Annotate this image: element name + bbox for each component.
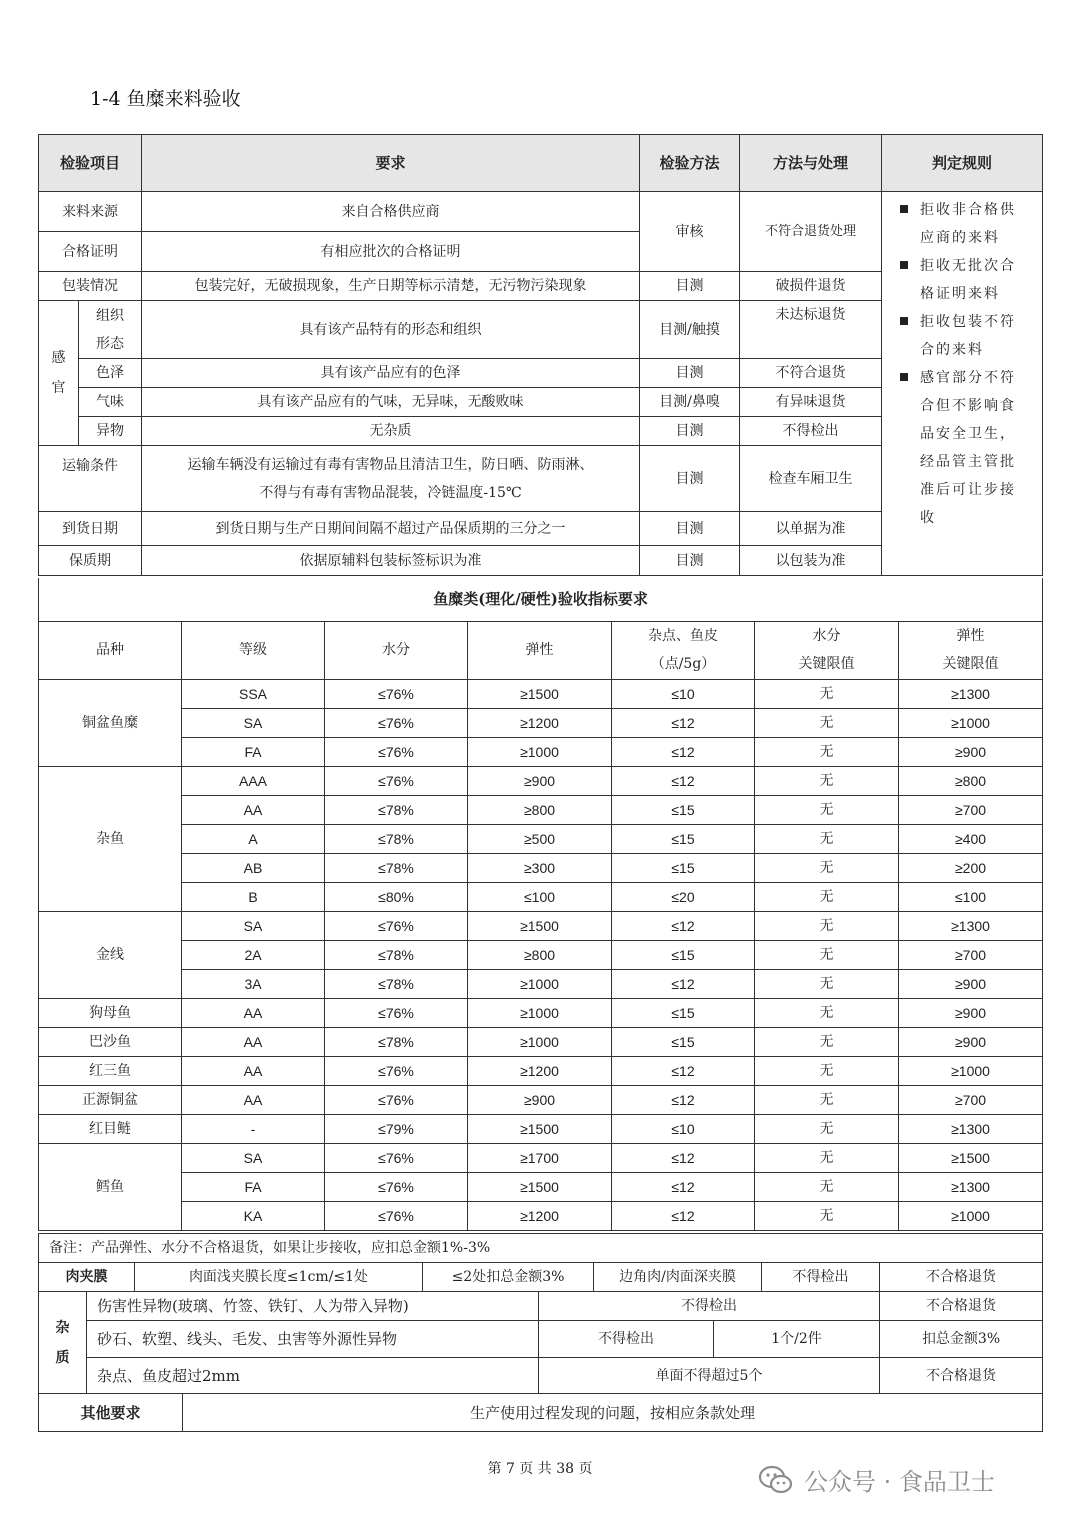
spec-grade: SA xyxy=(182,1143,325,1172)
spec-elasticity: ≥300 xyxy=(468,853,612,882)
spec-moisture-key: 无 xyxy=(755,882,899,911)
spec-row xyxy=(39,795,1043,824)
method-tissue: 目测/触摸 xyxy=(640,301,740,359)
spec-elasticity: ≥1700 xyxy=(468,1143,612,1172)
method-shelf: 目测 xyxy=(640,546,740,576)
spec-grade: KA xyxy=(182,1201,325,1230)
rule-item: 拒收包装不符合的来料 xyxy=(898,308,1028,364)
spec-elasticity: ≥1500 xyxy=(468,1114,612,1143)
req-color: 具有该产品应有的色泽 xyxy=(142,359,640,388)
col-grade: 等级 xyxy=(182,621,325,679)
membrane-deduction: ≤2处扣总金额3% xyxy=(423,1263,594,1292)
spec-row xyxy=(39,911,1043,940)
item-tissue: 组织形态 xyxy=(79,301,142,359)
item-packaging: 包装情况 xyxy=(39,272,142,301)
spec-elasticity: ≥800 xyxy=(468,795,612,824)
spec-moisture: ≤76% xyxy=(325,1056,468,1085)
item-transport: 运输条件 xyxy=(39,446,142,512)
col-moisture-key-line2: 关键限值 xyxy=(798,656,855,672)
req-shelf: 依据原辅料包装标签标识为准 xyxy=(142,546,640,576)
col-moisture-key xyxy=(755,621,899,679)
spec-elasticity: ≥1500 xyxy=(468,1172,612,1201)
spec-grade: B xyxy=(182,882,325,911)
spec-moisture-key: 无 xyxy=(755,679,899,708)
spec-elasticity-key: ≥900 xyxy=(899,1027,1043,1056)
spec-spots: ≤12 xyxy=(612,969,755,998)
req-tissue: 具有该产品特有的形态和组织 xyxy=(142,301,640,359)
item-color: 色泽 xyxy=(79,359,142,388)
method-color: 目测 xyxy=(640,359,740,388)
spec-spots: ≤12 xyxy=(612,1201,755,1230)
spec-elasticity-key: ≥700 xyxy=(899,795,1043,824)
spec-elasticity-key: ≥700 xyxy=(899,940,1043,969)
spec-elasticity-key: ≥1300 xyxy=(899,1114,1043,1143)
impurity-spots-action: 不合格退货 xyxy=(880,1358,1043,1394)
spec-moisture: ≤76% xyxy=(325,1172,468,1201)
spec-moisture-key: 无 xyxy=(755,1056,899,1085)
item-arrival: 到货日期 xyxy=(39,512,142,546)
req-odor: 具有该产品应有的气味，无异味，无酸败味 xyxy=(142,388,640,417)
sensory-group-label: 感官 xyxy=(39,301,79,446)
handling-arrival: 以单据为准 xyxy=(740,512,882,546)
spec-elasticity: ≥1000 xyxy=(468,1027,612,1056)
col-spots-line2: （点/5g） xyxy=(650,656,716,672)
spec-moisture: ≤76% xyxy=(325,766,468,795)
item-foreign: 异物 xyxy=(79,417,142,446)
spec-grade: 3A xyxy=(182,969,325,998)
spec-elasticity: ≥1200 xyxy=(468,1056,612,1085)
spec-spots: ≤12 xyxy=(612,708,755,737)
handling-shelf: 以包装为准 xyxy=(740,546,882,576)
spec-grade: AA xyxy=(182,1056,325,1085)
spec-moisture: ≤80% xyxy=(325,882,468,911)
spec-elasticity: ≥1000 xyxy=(468,737,612,766)
note: 备注：产品弹性、水分不合格退货，如果让步接收，应扣总金额1%-3% xyxy=(39,1234,1043,1263)
impurity-harmful-criterion: 不得检出 xyxy=(539,1292,880,1321)
spec-grade: AA xyxy=(182,1027,325,1056)
spec-moisture-key: 无 xyxy=(755,766,899,795)
col-moisture-key-line1: 水分 xyxy=(812,628,841,644)
header-requirement: 要求 xyxy=(142,135,640,192)
method-transport: 目测 xyxy=(640,446,740,512)
spec-moisture-key: 无 xyxy=(755,1201,899,1230)
spec-moisture-key: 无 xyxy=(755,795,899,824)
watermark-text: 公众号 · 食品卫士 xyxy=(804,1468,995,1496)
spec-moisture: ≤78% xyxy=(325,824,468,853)
spec-variety: 正源铜盆 xyxy=(39,1085,182,1114)
spec-grade: AA xyxy=(182,795,325,824)
page-footer: 第 7 页 共 38 页 xyxy=(487,1461,593,1477)
spec-moisture: ≤76% xyxy=(325,1085,468,1114)
req-cert: 有相应批次的合格证明 xyxy=(142,232,640,272)
spec-row xyxy=(39,853,1043,882)
method-packaging: 目测 xyxy=(640,272,740,301)
spec-elasticity: ≥900 xyxy=(468,1085,612,1114)
method-odor: 目测/鼻嗅 xyxy=(640,388,740,417)
spec-row xyxy=(39,679,1043,708)
spec-elasticity-key: ≥900 xyxy=(899,998,1043,1027)
spec-row xyxy=(39,1201,1043,1230)
spec-moisture: ≤76% xyxy=(325,708,468,737)
handling-tissue: 未达标退货 xyxy=(740,301,882,359)
spec-elasticity-key: ≥200 xyxy=(899,853,1043,882)
impurity-harmful: 伤害性异物(玻璃、竹签、铁钉、人为带入异物) xyxy=(87,1292,539,1321)
req-transport xyxy=(142,446,640,512)
spec-elasticity-key: ≥900 xyxy=(899,969,1043,998)
spec-spots: ≤15 xyxy=(612,1027,755,1056)
impurity-spots-criterion: 单面不得超过5个 xyxy=(539,1358,880,1394)
req-transport-line2: 不得与有毒有害物品混装，冷链温度-15℃ xyxy=(259,484,522,501)
spec-elasticity-key: ≥400 xyxy=(899,824,1043,853)
header-method: 检验方法 xyxy=(640,135,740,192)
spec-moisture-key: 无 xyxy=(755,1085,899,1114)
spec-spots: ≤12 xyxy=(612,1172,755,1201)
other-text: 生产使用过程发现的问题，按相应条款处理 xyxy=(183,1394,1043,1432)
spec-row xyxy=(39,882,1043,911)
extra-table xyxy=(38,1233,1043,1432)
spec-moisture: ≤76% xyxy=(325,1143,468,1172)
impurity-external: 砂石、软塑、线头、毛发、虫害等外源性异物 xyxy=(87,1321,539,1358)
spec-moisture-key: 无 xyxy=(755,1172,899,1201)
spec-row xyxy=(39,1143,1043,1172)
spec-moisture-key: 无 xyxy=(755,969,899,998)
spec-row xyxy=(39,1085,1043,1114)
inspection-table xyxy=(38,134,1043,576)
impurity-label: 杂质 xyxy=(39,1292,87,1394)
spec-spots: ≤20 xyxy=(612,882,755,911)
spec-grade: SA xyxy=(182,708,325,737)
req-packaging: 包装完好，无破损现象，生产日期等标示清楚，无污物污染现象 xyxy=(142,272,640,301)
handling-odor: 有异味退货 xyxy=(740,388,882,417)
spec-row xyxy=(39,940,1043,969)
spec-spots: ≤12 xyxy=(612,1056,755,1085)
spec-moisture: ≤78% xyxy=(325,1027,468,1056)
spec-elasticity: ≤100 xyxy=(468,882,612,911)
spec-row xyxy=(39,766,1043,795)
spec-moisture: ≤76% xyxy=(325,911,468,940)
specs-table xyxy=(38,578,1043,1231)
item-odor: 气味 xyxy=(79,388,142,417)
spec-row xyxy=(39,998,1043,1027)
req-arrival: 到货日期与生产日期间间隔不超过产品保质期的三分之一 xyxy=(142,512,640,546)
spec-variety: 金线 xyxy=(39,911,182,998)
impurity-external-limit: 1个/2件 xyxy=(714,1321,880,1358)
spec-elasticity: ≥1200 xyxy=(468,708,612,737)
handling-audit: 不符合退货处理 xyxy=(740,192,882,272)
handling-packaging: 破损件退货 xyxy=(740,272,882,301)
spec-elasticity-key: ≥1000 xyxy=(899,1201,1043,1230)
spec-elasticity: ≥1000 xyxy=(468,998,612,1027)
spec-elasticity: ≥1500 xyxy=(468,679,612,708)
impurity-external-action: 扣总金额3% xyxy=(880,1321,1043,1358)
spec-spots: ≤12 xyxy=(612,1143,755,1172)
rule-item: 拒收无批次合格证明来料 xyxy=(898,252,1028,308)
spec-spots: ≤12 xyxy=(612,737,755,766)
item-source: 来料来源 xyxy=(39,192,142,232)
spec-moisture-key: 无 xyxy=(755,708,899,737)
spec-elasticity-key: ≥700 xyxy=(899,1085,1043,1114)
spec-grade: AB xyxy=(182,853,325,882)
col-elasticity-key-line2: 关键限值 xyxy=(942,656,999,672)
spec-grade: AAA xyxy=(182,766,325,795)
spec-variety: 巴沙鱼 xyxy=(39,1027,182,1056)
spec-elasticity: ≥1200 xyxy=(468,1201,612,1230)
col-moisture: 水分 xyxy=(325,621,468,679)
spec-grade: FA xyxy=(182,1172,325,1201)
spec-row xyxy=(39,1027,1043,1056)
rule-item: 拒收非合格供应商的来料 xyxy=(898,196,1028,252)
spec-elasticity-key: ≥1300 xyxy=(899,679,1043,708)
spec-moisture-key: 无 xyxy=(755,998,899,1027)
spec-variety: 杂鱼 xyxy=(39,766,182,911)
req-foreign: 无杂质 xyxy=(142,417,640,446)
spec-moisture-key: 无 xyxy=(755,940,899,969)
spec-moisture: ≤78% xyxy=(325,795,468,824)
spec-spots: ≤10 xyxy=(612,679,755,708)
spec-row xyxy=(39,708,1043,737)
spec-moisture: ≤76% xyxy=(325,737,468,766)
membrane-criterion: 不得检出 xyxy=(762,1263,880,1292)
spec-grade: SSA xyxy=(182,679,325,708)
spec-moisture: ≤76% xyxy=(325,998,468,1027)
spec-spots: ≤10 xyxy=(612,1114,755,1143)
spec-elasticity: ≥500 xyxy=(468,824,612,853)
spec-spots: ≤12 xyxy=(612,1085,755,1114)
spec-moisture-key: 无 xyxy=(755,824,899,853)
item-shelf: 保质期 xyxy=(39,546,142,576)
spec-spots: ≤15 xyxy=(612,824,755,853)
impurity-external-criterion: 不得检出 xyxy=(539,1321,714,1358)
spec-spots: ≤15 xyxy=(612,853,755,882)
spec-elasticity-key: ≥800 xyxy=(899,766,1043,795)
spec-moisture: ≤78% xyxy=(325,853,468,882)
membrane-deep: 边角肉/肉面深夹膜 xyxy=(594,1263,762,1292)
spec-spots: ≤12 xyxy=(612,766,755,795)
spec-elasticity: ≥800 xyxy=(468,940,612,969)
spec-variety: 狗母鱼 xyxy=(39,998,182,1027)
impurity-harmful-action: 不合格退货 xyxy=(880,1292,1043,1321)
spec-elasticity: ≥1000 xyxy=(468,969,612,998)
spec-elasticity-key: ≥1300 xyxy=(899,1172,1043,1201)
header-item: 检验项目 xyxy=(39,135,142,192)
spec-spots: ≤15 xyxy=(612,940,755,969)
spec-grade: SA xyxy=(182,911,325,940)
spec-moisture: ≤78% xyxy=(325,969,468,998)
spec-spots: ≤15 xyxy=(612,998,755,1027)
col-elasticity: 弹性 xyxy=(468,621,612,679)
spec-grade: A xyxy=(182,824,325,853)
col-spots xyxy=(612,621,755,679)
spec-elasticity: ≥1500 xyxy=(468,911,612,940)
handling-color: 不符合退货 xyxy=(740,359,882,388)
spec-row xyxy=(39,1172,1043,1201)
watermark xyxy=(758,1462,995,1497)
method-arrival: 目测 xyxy=(640,512,740,546)
rule-item: 感官部分不符合但不影响食品安全卫生，经品管主管批准后可让步接收 xyxy=(898,364,1028,532)
wechat-icon xyxy=(758,1465,794,1495)
spec-variety: 铜盆鱼糜 xyxy=(39,679,182,766)
spec-grade: AA xyxy=(182,998,325,1027)
spec-moisture-key: 无 xyxy=(755,1114,899,1143)
spec-variety: 红目鲢 xyxy=(39,1114,182,1143)
spec-moisture-key: 无 xyxy=(755,1027,899,1056)
req-transport-line1: 运输车辆没有运输过有毒有害物品且清洁卫生，防日晒、防雨淋、 xyxy=(187,456,594,473)
header-handling: 方法与处理 xyxy=(740,135,882,192)
spec-moisture: ≤76% xyxy=(325,1201,468,1230)
header-rules: 判定规则 xyxy=(882,135,1043,192)
spec-moisture-key: 无 xyxy=(755,737,899,766)
spec-variety: 红三鱼 xyxy=(39,1056,182,1085)
membrane-shallow: 肉面浅夹膜长度≤1cm/≤1处 xyxy=(135,1263,423,1292)
specs-title: 鱼糜类(理化/硬性)验收指标要求 xyxy=(39,578,1043,621)
spec-elasticity-key: ≤100 xyxy=(899,882,1043,911)
spec-grade: AA xyxy=(182,1085,325,1114)
spec-spots: ≤15 xyxy=(612,795,755,824)
spec-moisture-key: 无 xyxy=(755,853,899,882)
method-audit: 审核 xyxy=(640,192,740,272)
spec-spots: ≤12 xyxy=(612,911,755,940)
spec-row xyxy=(39,1114,1043,1143)
spec-row xyxy=(39,737,1043,766)
col-elasticity-key xyxy=(899,621,1043,679)
col-variety: 品种 xyxy=(39,621,182,679)
handling-foreign: 不得检出 xyxy=(740,417,882,446)
membrane-label: 肉夹膜 xyxy=(39,1263,135,1292)
spec-elasticity-key: ≥1000 xyxy=(899,708,1043,737)
method-foreign: 目测 xyxy=(640,417,740,446)
handling-transport: 检查车厢卫生 xyxy=(740,446,882,512)
spec-moisture: ≤79% xyxy=(325,1114,468,1143)
section-heading: 1-4 鱼糜来料验收 xyxy=(90,88,241,110)
spec-moisture: ≤76% xyxy=(325,679,468,708)
spec-row xyxy=(39,1056,1043,1085)
spec-elasticity-key: ≥900 xyxy=(899,737,1043,766)
spec-grade: FA xyxy=(182,737,325,766)
spec-elasticity-key: ≥1300 xyxy=(899,911,1043,940)
spec-elasticity-key: ≥1000 xyxy=(899,1056,1043,1085)
spec-variety: 鳕鱼 xyxy=(39,1143,182,1230)
judgement-rules xyxy=(882,192,1043,576)
item-cert: 合格证明 xyxy=(39,232,142,272)
spec-row xyxy=(39,824,1043,853)
spec-moisture: ≤78% xyxy=(325,940,468,969)
spec-elasticity: ≥900 xyxy=(468,766,612,795)
spec-grade: 2A xyxy=(182,940,325,969)
spec-moisture-key: 无 xyxy=(755,1143,899,1172)
col-spots-line1: 杂点、鱼皮 xyxy=(648,628,718,644)
col-elasticity-key-line1: 弹性 xyxy=(956,628,985,644)
other-label: 其他要求 xyxy=(39,1394,183,1432)
impurity-spots: 杂点、鱼皮超过2mm xyxy=(87,1358,539,1394)
spec-grade: - xyxy=(182,1114,325,1143)
req-source: 来自合格供应商 xyxy=(142,192,640,232)
spec-moisture-key: 无 xyxy=(755,911,899,940)
spec-row xyxy=(39,969,1043,998)
membrane-action: 不合格退货 xyxy=(880,1263,1043,1292)
spec-elasticity-key: ≥1500 xyxy=(899,1143,1043,1172)
